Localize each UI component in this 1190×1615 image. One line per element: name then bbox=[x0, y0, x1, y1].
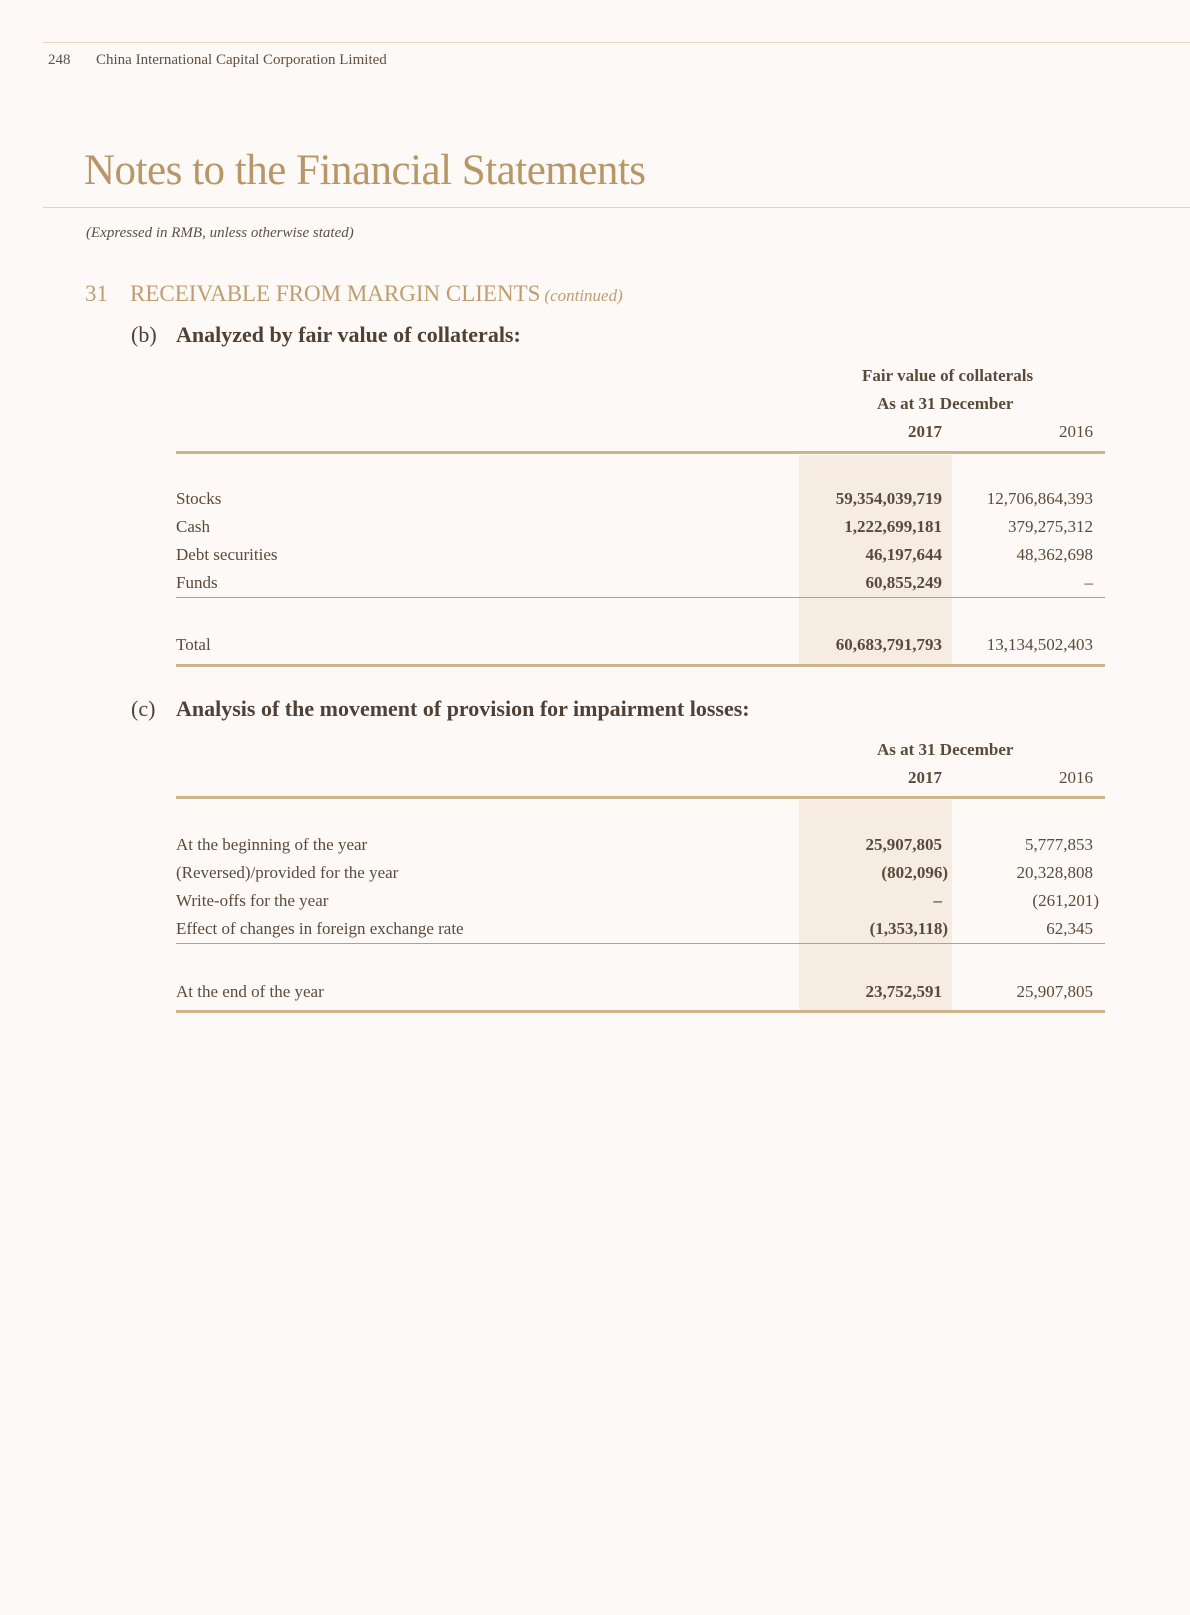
part-c-title: Analysis of the movement of provision for impairment losses: bbox=[176, 696, 750, 721]
part-c-header-rule bbox=[176, 796, 1105, 799]
table-cell-2016: 379,275,312 bbox=[1008, 517, 1093, 536]
table-cell-2017: 25,907,805 bbox=[865, 835, 942, 854]
part-c-year-2016: 2016 bbox=[1059, 768, 1093, 787]
table-row-label: Cash bbox=[176, 517, 210, 536]
table-cell-2016: – bbox=[1084, 573, 1093, 592]
part-c-letter: (c) bbox=[131, 696, 156, 721]
total-cell-2017: 60,683,791,793 bbox=[835, 635, 942, 654]
table-cell-2017: – bbox=[933, 891, 942, 910]
total-cell-2016: 13,134,502,403 bbox=[986, 635, 1093, 654]
total-row-label: At the end of the year bbox=[176, 982, 324, 1001]
title-rule bbox=[43, 207, 1190, 208]
table-row-label: Debt securities bbox=[176, 545, 278, 564]
table-row-label: Effect of changes in foreign exchange rate bbox=[176, 919, 464, 938]
part-c-year-2017: 2017 bbox=[908, 768, 942, 787]
part-b-header-rule bbox=[176, 451, 1105, 454]
table-cell-2017: 46,197,644 bbox=[865, 545, 942, 564]
table-row-label: Funds bbox=[176, 573, 218, 592]
part-b-letter: (b) bbox=[131, 322, 157, 347]
header-rule bbox=[43, 42, 1190, 43]
total-row-label: Total bbox=[176, 635, 211, 654]
currency-note: (Expressed in RMB, unless otherwise stated) bbox=[86, 225, 354, 241]
table-cell-2017: 1,222,699,181 bbox=[844, 517, 942, 536]
table-cell-2016: 5,777,853 bbox=[1025, 835, 1093, 854]
table-row-label: (Reversed)/provided for the year bbox=[176, 863, 399, 882]
table-row-label: Stocks bbox=[176, 489, 222, 508]
table-cell-2016: 62,345 bbox=[1046, 919, 1093, 938]
table-row-label: At the beginning of the year bbox=[176, 835, 368, 854]
part-c-header-line1: As at 31 December bbox=[877, 740, 1014, 759]
table-cell-2016: 12,706,864,393 bbox=[986, 489, 1093, 508]
table-cell-2016: 20,328,808 bbox=[1016, 863, 1093, 882]
table-cell-2017: (802,096) bbox=[881, 863, 948, 882]
table-cell-2017: (1,353,118) bbox=[869, 919, 948, 938]
section-title-text: RECEIVABLE FROM MARGIN CLIENTS bbox=[130, 281, 541, 306]
table-cell-2016: (261,201) bbox=[1032, 891, 1099, 910]
part-b-header-line1: Fair value of collaterals bbox=[862, 366, 1034, 385]
part-b-year-2017: 2017 bbox=[908, 422, 942, 441]
section-title bbox=[130, 281, 623, 307]
part-b-title: Analyzed by fair value of collaterals: bbox=[176, 322, 521, 347]
part-b-subtotal-rule bbox=[176, 597, 1105, 598]
section-number: 31 bbox=[85, 281, 108, 306]
total-cell-2017: 23,752,591 bbox=[865, 982, 942, 1001]
table-cell-2017: 59,354,039,719 bbox=[835, 489, 942, 508]
part-c-total-rule bbox=[176, 1010, 1105, 1013]
company-name: China International Capital Corporation Limited bbox=[96, 52, 387, 68]
total-cell-2016: 25,907,805 bbox=[1016, 982, 1093, 1001]
part-b-year-2016: 2016 bbox=[1059, 422, 1093, 441]
part-b-header-line2: As at 31 December bbox=[877, 394, 1014, 413]
part-c-subtotal-rule bbox=[176, 943, 1105, 944]
table-row-label: Write-offs for the year bbox=[176, 891, 329, 910]
page-title: Notes to the Financial Statements bbox=[84, 147, 646, 194]
table-cell-2016: 48,362,698 bbox=[1016, 545, 1093, 564]
page-number: 248 bbox=[48, 52, 71, 68]
table-cell-2017: 60,855,249 bbox=[865, 573, 942, 592]
section-continued: (continued) bbox=[544, 286, 623, 305]
part-b-total-rule bbox=[176, 664, 1105, 667]
